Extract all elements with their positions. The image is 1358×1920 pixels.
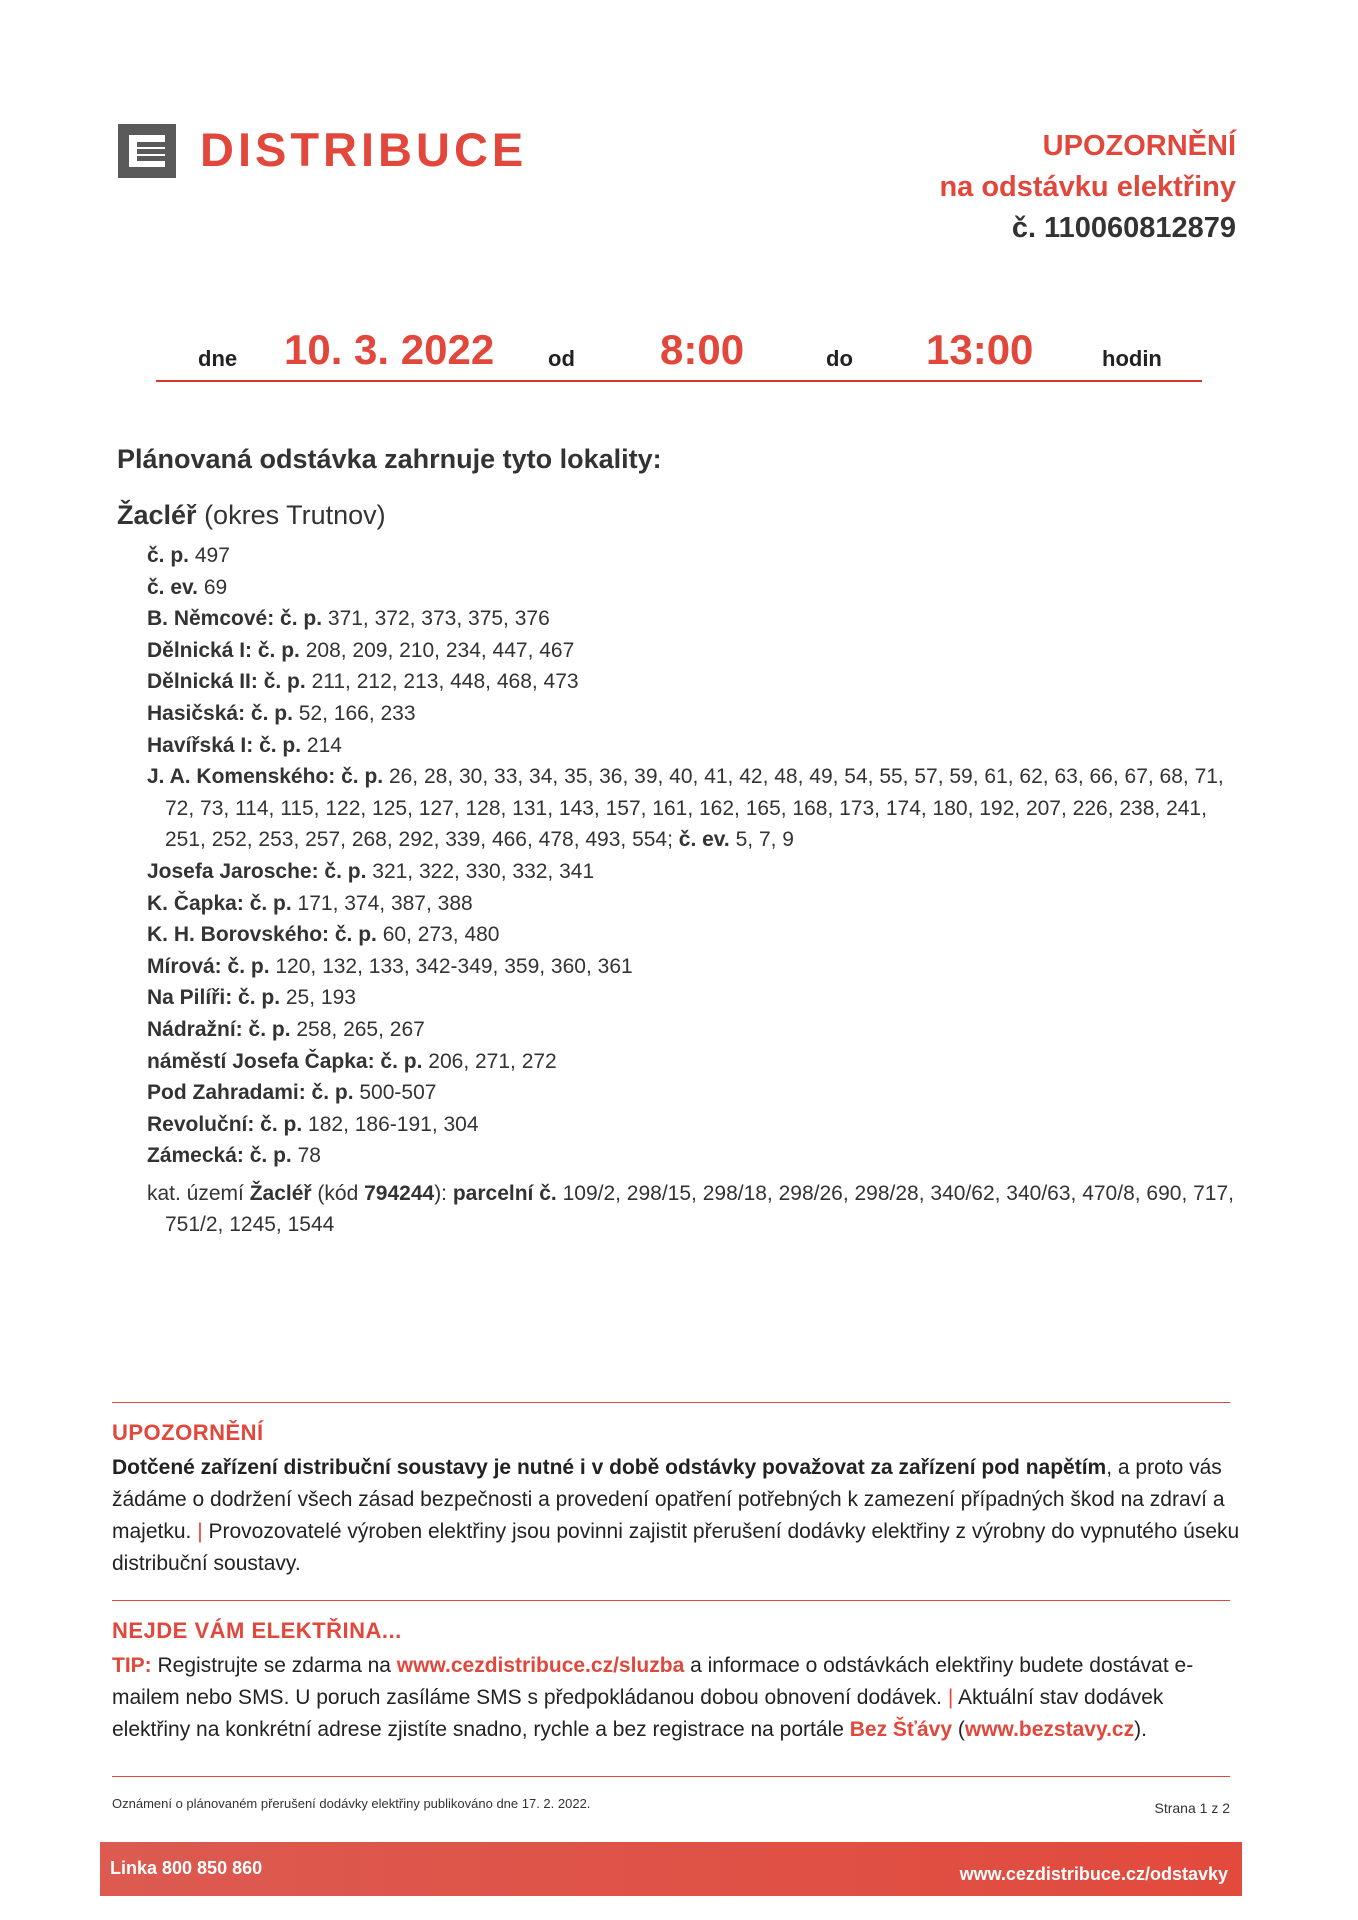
list-item bbox=[147, 540, 1247, 572]
divider bbox=[112, 1402, 1230, 1403]
house-numbers: 371, 372, 373, 375, 376 bbox=[322, 607, 550, 631]
town-district: (okres Trutnov) bbox=[196, 500, 386, 530]
tip-text bbox=[112, 1650, 1242, 1746]
street-label: J. A. Komenského: č. p. bbox=[147, 765, 384, 789]
footer-bar bbox=[100, 1842, 1242, 1896]
warning-text bbox=[112, 1452, 1242, 1580]
street-label: Revoluční: č. p. bbox=[147, 1112, 303, 1136]
list-item bbox=[147, 951, 1247, 983]
bezstavy-url-link[interactable]: www.bezstavy.cz bbox=[964, 1718, 1135, 1741]
street-label: B. Němcové: č. p. bbox=[147, 607, 323, 631]
do-label: do bbox=[826, 346, 853, 371]
hotline: Linka 800 850 860 bbox=[110, 1858, 263, 1878]
locations-heading: Plánovaná odstávka zahrnuje tyto lokality: bbox=[117, 444, 662, 474]
list-item bbox=[147, 698, 1247, 730]
notice-number: č. 110060812879 bbox=[1011, 212, 1236, 244]
house-numbers: 120, 132, 133, 342-349, 359, 360, 361 bbox=[269, 954, 633, 978]
street-label: Dělnická I: č. p. bbox=[147, 638, 300, 662]
divider bbox=[112, 1776, 1230, 1777]
house-numbers: 214 bbox=[301, 733, 342, 757]
street-label: Zámecká: č. p. bbox=[147, 1144, 292, 1168]
street-label: K. Čapka: č. p. bbox=[147, 891, 292, 915]
page-number: Strana 1 z 2 bbox=[1154, 1800, 1230, 1816]
kat-code-label: (kód bbox=[311, 1181, 365, 1205]
house-numbers: 171, 374, 387, 388 bbox=[291, 891, 473, 915]
house-numbers: 500-507 bbox=[353, 1081, 437, 1105]
street-label: Nádražní: č. p. bbox=[147, 1017, 291, 1041]
ev-label: č. ev. bbox=[678, 828, 730, 852]
kat-code: 794244 bbox=[364, 1181, 435, 1205]
warning-text2: Provozovatelé výroben elektřiny jsou povinni zajistit přerušení dodávky elektřiny z výrobny do vypnutého úseku distribuční soustavy. bbox=[112, 1520, 1240, 1575]
street-label: K. H. Borovského: č. p. bbox=[147, 923, 377, 947]
tip-text2: a informace o odstávkách elektřiny budete dostávat e-mailem nebo SMS. U poruch zasíláme SMS s předpokládanou dobou obnovení dodávek. bbox=[112, 1654, 1194, 1709]
list-item bbox=[147, 1140, 1247, 1172]
parcel-numbers: 109/2, 298/15, 298/18, 298/26, 298/28, 340/62, 340/63, 470/8, 690, 717, 751/2, 1245, 1544 bbox=[165, 1181, 1234, 1237]
street-label: Havířská I: č. p. bbox=[147, 733, 302, 757]
list-item bbox=[147, 1046, 1247, 1078]
outage-to: 13:00 bbox=[926, 326, 1034, 373]
list-item bbox=[147, 856, 1247, 888]
house-numbers: 208, 209, 210, 234, 447, 467 bbox=[299, 638, 575, 662]
house-numbers: 52, 166, 233 bbox=[292, 701, 416, 725]
street-label: Dělnická II: č. p. bbox=[147, 670, 306, 694]
list-item bbox=[147, 635, 1247, 667]
house-numbers: 497 bbox=[189, 544, 230, 567]
street-label: Josefa Jarosche: č. p. bbox=[147, 859, 367, 883]
warning-title: UPOZORNĚNÍ bbox=[112, 1420, 264, 1445]
cez-logo-icon bbox=[118, 124, 176, 178]
kat-sep: ): bbox=[434, 1181, 453, 1205]
house-numbers: 26, 28, 30, 33, 34, 35, 36, 39, 40, 41, 42, 48, 49, 54, 55, 57, 59, 61, 62, 63, 66, 67, 68, 71, 72, 73, 114, 115, 122, 125, 127, 128, 131, 143, 157, 161, 162, 165, 168, 173, 174, 180, 192, 207, 226, 238, 241, 251, 252, 253, 257, 268, 292, 339, 466, 478, 493, 554; bbox=[165, 765, 1224, 852]
published-note: Oznámení o plánovaném přerušení dodávky elektřiny publikováno dne 17. 2. 2022. bbox=[112, 1796, 591, 1811]
separator: | bbox=[197, 1520, 203, 1543]
house-numbers: 69 bbox=[197, 575, 228, 599]
tip-text4: ( bbox=[952, 1718, 965, 1741]
separator: | bbox=[947, 1686, 954, 1709]
ev-numbers: 5, 7, 9 bbox=[729, 828, 794, 852]
house-numbers: 60, 273, 480 bbox=[376, 923, 500, 947]
street-label: Na Pilíři: č. p. bbox=[147, 986, 281, 1010]
list-item bbox=[147, 919, 1247, 951]
tip-title: NEJDE VÁM ELEKTŘINA... bbox=[112, 1618, 402, 1643]
list-item bbox=[147, 982, 1247, 1014]
kat-prefix: kat. území bbox=[147, 1181, 250, 1205]
outage-date: 10. 3. 2022 bbox=[284, 326, 495, 373]
bez-stavy-link[interactable]: Bez Šťávy bbox=[849, 1718, 953, 1741]
parcel-label: parcelní č. bbox=[452, 1181, 557, 1205]
town-line bbox=[117, 500, 386, 531]
warning-text1: , a proto vás žádáme o dodržení všech zásad bezpečnosti a provedení opatření potřebných k zamezení případných škod na zdraví a majetku. bbox=[112, 1456, 1225, 1543]
street-label: náměstí Josefa Čapka: č. p. bbox=[147, 1049, 423, 1073]
warning-bold: Dotčené zařízení distribuční soustavy je nutné i v době odstávky považovat za zařízení pod napětím bbox=[112, 1456, 1107, 1479]
logo-text: DISTRIBUCE bbox=[200, 123, 528, 176]
list-item bbox=[147, 603, 1247, 635]
street-label: Mírová: č. p. bbox=[147, 954, 270, 978]
service-link[interactable]: www.cezdistribuce.cz/sluzba bbox=[396, 1654, 685, 1677]
street-label: Hasičská: č. p. bbox=[147, 701, 293, 725]
hodin-label: hodin bbox=[1102, 346, 1162, 371]
street-label: č. p. bbox=[147, 544, 190, 567]
notice-line1: UPOZORNĚNÍ bbox=[1042, 130, 1236, 162]
notice-title bbox=[939, 126, 1236, 249]
od-label: od bbox=[548, 346, 575, 371]
tip-text5: ). bbox=[1134, 1718, 1147, 1741]
divider bbox=[112, 1600, 1230, 1601]
dne-label: dne bbox=[198, 346, 238, 371]
tip-text1: Registrujte se zdarma na bbox=[151, 1654, 397, 1677]
house-numbers: 182, 186-191, 304 bbox=[302, 1112, 479, 1136]
cadastral-item bbox=[147, 1178, 1247, 1241]
street-label: č. ev. bbox=[147, 575, 198, 599]
list-item bbox=[147, 572, 1247, 604]
house-numbers: 78 bbox=[291, 1144, 321, 1168]
address-list bbox=[147, 540, 1247, 1241]
list-item bbox=[147, 1014, 1247, 1046]
footer-url-link[interactable]: www.cezdistribuce.cz/odstavky bbox=[959, 1864, 1228, 1884]
town-name: Žacléř bbox=[117, 500, 197, 530]
house-numbers: 258, 265, 267 bbox=[290, 1017, 425, 1041]
list-item bbox=[147, 666, 1247, 698]
house-numbers: 321, 322, 330, 332, 341 bbox=[366, 859, 595, 883]
list-item bbox=[147, 730, 1247, 762]
house-numbers: 211, 212, 213, 448, 468, 473 bbox=[305, 670, 579, 694]
street-label: Pod Zahradami: č. p. bbox=[147, 1081, 354, 1105]
list-item bbox=[147, 888, 1247, 920]
kat-town: Žacléř bbox=[249, 1181, 312, 1205]
tip-label: TIP: bbox=[112, 1654, 152, 1677]
house-numbers: 206, 271, 272 bbox=[422, 1049, 557, 1073]
notice-line2: na odstávku elektřiny bbox=[939, 171, 1236, 203]
tip-text3: Aktuální stav dodávek elektřiny na konkrétní adrese zjistíte snadno, rychle a bez registrace na portále bbox=[112, 1686, 1164, 1741]
list-item-komenskeho bbox=[147, 761, 1247, 856]
list-item bbox=[147, 1077, 1247, 1109]
list-item bbox=[147, 1109, 1247, 1141]
outage-from: 8:00 bbox=[660, 326, 745, 373]
house-numbers: 25, 193 bbox=[280, 986, 356, 1010]
date-line bbox=[156, 318, 1202, 382]
